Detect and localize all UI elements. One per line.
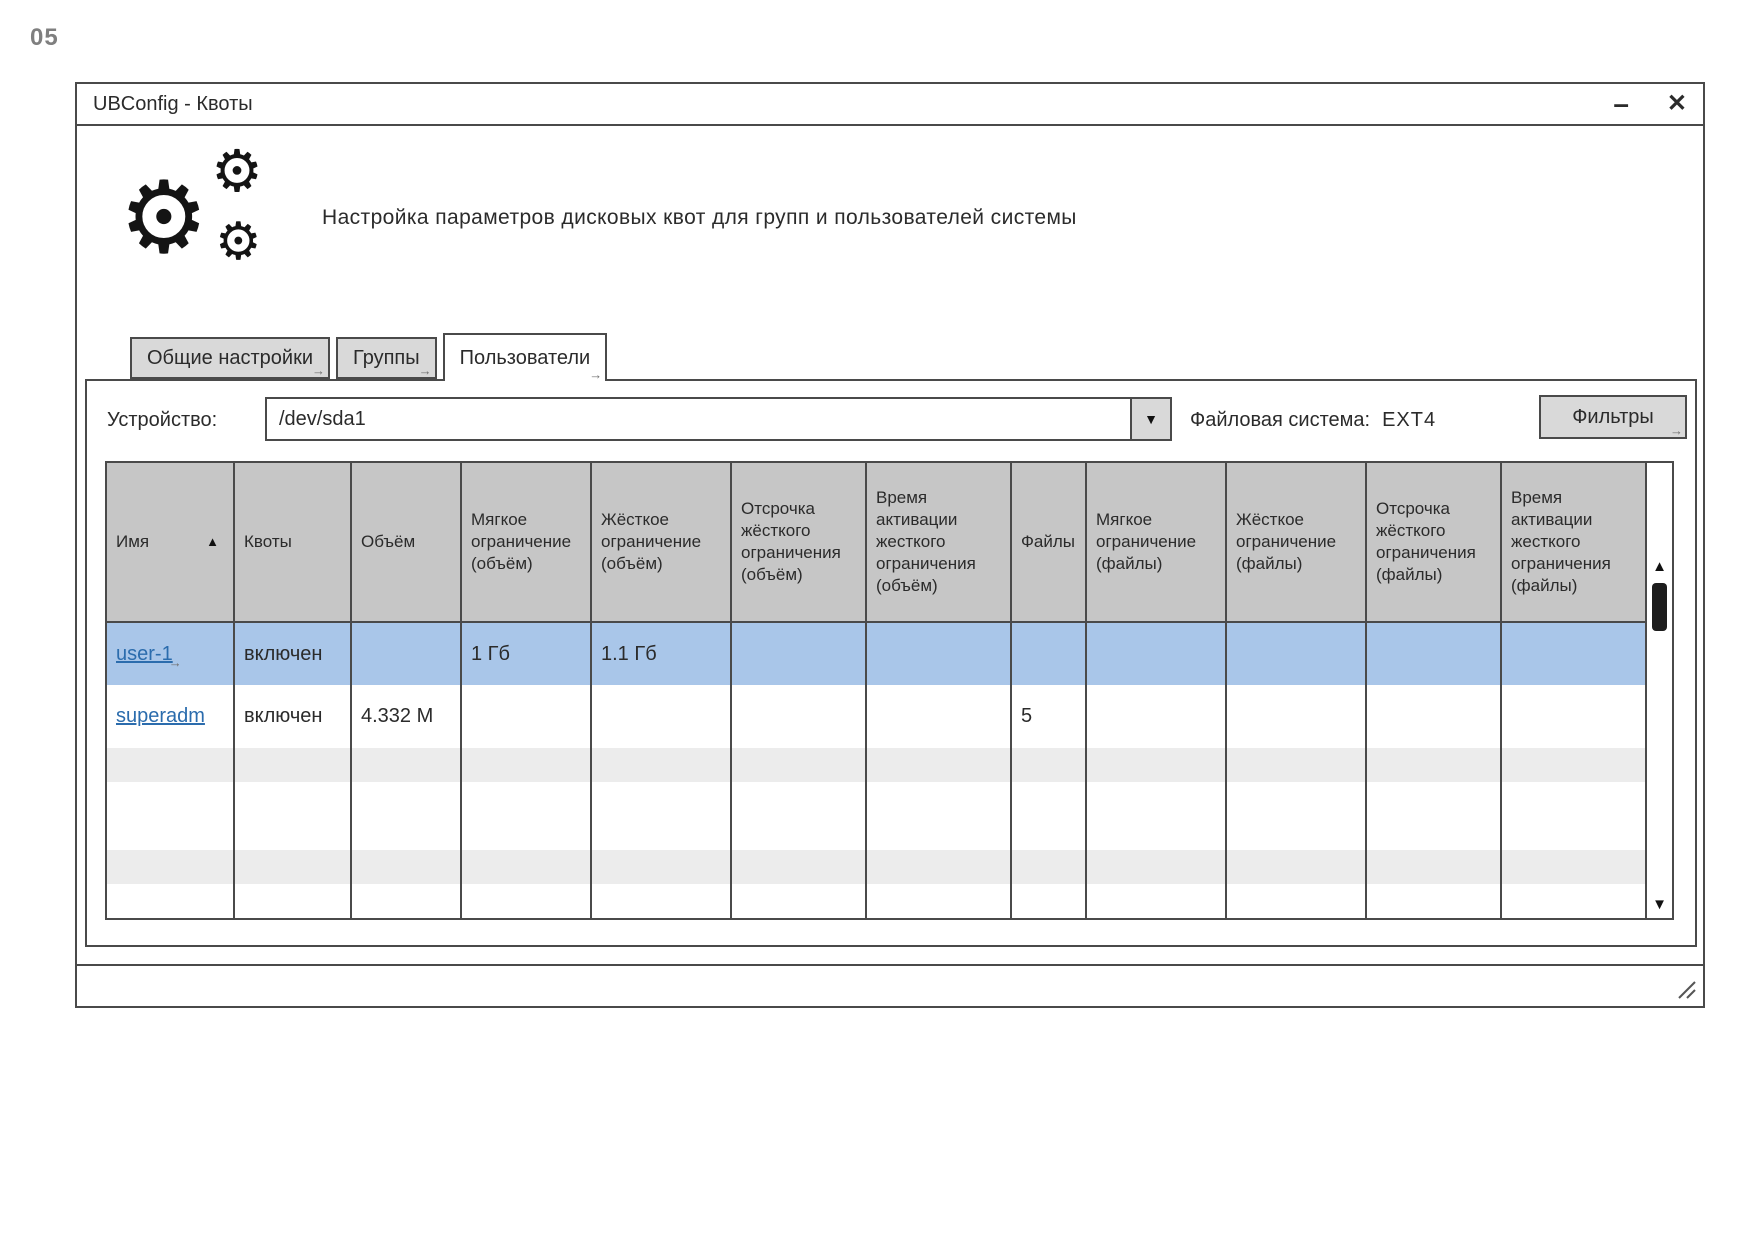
table-cell-activation-files [1502,623,1647,685]
table-row-empty [107,850,1647,884]
table-cell-empty [592,782,732,816]
table-cell-files [1012,623,1087,685]
filesystem-label: Файловая система: [1190,409,1371,431]
table-cell-empty [1502,748,1647,782]
table-cell-empty [1502,782,1647,816]
column-header-quotas[interactable]: Квоты [235,463,352,621]
filters-button[interactable] [1539,395,1687,439]
table-row-empty [107,884,1647,918]
table-row-empty [107,748,1647,782]
table-cell-empty [462,782,592,816]
table-cell-hard-volume [592,685,732,748]
table-cell-empty [1367,748,1502,782]
link-arrow-icon: → [589,367,603,382]
table-cell-files: 5 [1012,685,1087,748]
link-arrow-icon: → [168,654,182,670]
table-cell-activation-volume [867,685,1012,748]
table-cell-empty [462,816,592,850]
table-cell-empty [1502,850,1647,884]
column-header-soft-volume[interactable]: Мягкое ограничение (объём) [462,463,592,621]
table-cell-empty [107,884,235,918]
tab-label: Пользователи [459,346,591,369]
table-cell-empty [592,816,732,850]
window-title: UBConfig - Квоты [93,92,253,115]
table-row-empty [107,782,1647,816]
table-cell-empty [867,782,1012,816]
table-cell-empty [352,884,462,918]
table-cell-empty [1367,816,1502,850]
table-cell-grace-files [1367,685,1502,748]
table-cell-empty [592,884,732,918]
filesystem-value: EXT4 [1382,409,1437,431]
table-cell-activation-files [1502,685,1647,748]
column-header-hard-files[interactable]: Жёсткое ограничение (файлы) [1227,463,1367,621]
user-link[interactable]: superadm [116,705,205,727]
tab-users[interactable] [443,333,608,381]
table-cell-empty [1502,884,1647,918]
table-cell-empty [352,782,462,816]
users-tab-panel [85,379,1697,947]
sort-ascending-icon[interactable]: ▲ [206,533,219,549]
table-cell-empty [1227,884,1367,918]
table-cell-empty [1227,782,1367,816]
table-cell-empty [1087,816,1227,850]
table-header-row [107,463,1647,623]
table-cell-empty [1227,748,1367,782]
table-cell-empty [867,748,1012,782]
link-arrow-icon: → [1670,423,1683,438]
table-cell-quotas: включен [235,623,352,685]
table-cell-grace-volume [732,623,867,685]
column-header-hard-volume[interactable]: Жёсткое ограничение (объём) [592,463,732,621]
table-cell-empty [462,884,592,918]
table-cell-soft-volume [462,685,592,748]
column-header-activation-volume[interactable]: Время активации жесткого ограничения (объём) [867,463,1012,621]
table-cell-empty [1367,884,1502,918]
table-cell-empty [352,850,462,884]
table-cell-empty [352,816,462,850]
title-bar [77,84,1703,126]
table-cell-empty [1012,884,1087,918]
table-cell-empty [1012,782,1087,816]
table-cell-grace-volume [732,685,867,748]
table-cell-empty [235,782,352,816]
link-arrow-icon: → [312,363,325,378]
device-combobox-value[interactable]: /dev/sda1 [279,407,366,430]
window-description: Настройка параметров дисковых квот для групп и пользователей системы [322,206,1077,229]
table-cell-empty [867,850,1012,884]
close-icon[interactable]: ✕ [1666,90,1687,117]
table-cell-empty [107,782,235,816]
table-cell-empty [1367,850,1502,884]
table-cell-empty [732,884,867,918]
table-cell-empty [732,816,867,850]
table-cell-empty [732,782,867,816]
scroll-down-icon[interactable]: ▼ [1652,896,1667,913]
link-arrow-icon: → [418,363,432,378]
table-cell-empty [462,850,592,884]
table-cell-empty [732,850,867,884]
filters-button-label: Фильтры [1572,405,1654,428]
table-cell-empty [107,850,235,884]
table-cell-empty [235,850,352,884]
table-cell-empty [592,748,732,782]
filesystem-info [1190,409,1436,432]
table-cell-empty [1087,884,1227,918]
minimize-icon[interactable]: – [1613,88,1629,119]
column-header-files[interactable]: Файлы [1012,463,1087,621]
device-combobox[interactable] [265,397,1172,441]
table-cell-volume [352,623,462,685]
resize-grip-icon[interactable] [1675,978,1697,1000]
column-header-volume[interactable]: Объём [352,463,462,621]
app-window [75,82,1705,1008]
table-cell-empty [592,850,732,884]
gear-icon: ⚙ [211,137,263,205]
table-cell-empty [1012,816,1087,850]
table-cell-empty [235,884,352,918]
tab-general-settings[interactable] [130,337,330,379]
table-cell-soft-files [1087,623,1227,685]
table-cell-soft-files [1087,685,1227,748]
column-header-soft-files[interactable]: Мягкое ограничение (файлы) [1087,463,1227,621]
tab-label: Общие настройки [147,346,313,369]
table-cell-name [107,623,235,685]
table-cell-empty [1087,748,1227,782]
table-row-empty [107,816,1647,850]
table-cell-empty [107,748,235,782]
gear-icon: ⚙ [119,159,209,276]
column-header-grace-volume[interactable]: Отсрочка жёсткого ограничения (объём) [732,463,867,621]
table-cell-empty [1227,816,1367,850]
table-cell-empty [107,816,235,850]
page-annotation: 05 [30,24,59,51]
vertical-scrollbar[interactable] [1647,463,1672,918]
table-cell-quotas: включен [235,685,352,748]
table-cell-empty [1227,850,1367,884]
table-cell-grace-files [1367,623,1502,685]
table-cell-volume: 4.332 М [352,685,462,748]
table-cell-hard-files [1227,685,1367,748]
table-cell-empty [1012,850,1087,884]
user-link[interactable]: user-1 [116,642,173,665]
table-cell-empty [235,748,352,782]
table-cell-empty [867,884,1012,918]
table-row-superadm[interactable] [107,685,1647,748]
table-cell-empty [732,748,867,782]
table-cell-empty [235,816,352,850]
status-bar [77,964,1703,1006]
device-label: Устройство: [107,409,218,431]
table-cell-hard-files [1227,623,1367,685]
scroll-up-icon[interactable]: ▲ [1652,558,1667,575]
table-cell-empty [1502,816,1647,850]
chevron-down-icon[interactable]: ▼ [1130,399,1170,439]
column-header-grace-files[interactable]: Отсрочка жёсткого ограничения (файлы) [1367,463,1502,621]
column-header-label: Имя [116,531,150,551]
table-cell-empty [1367,782,1502,816]
tab-bar [130,333,613,382]
scrollbar-thumb[interactable] [1652,583,1667,631]
table-row-user-1[interactable] [107,623,1647,685]
quotas-table [105,461,1674,920]
tab-label: Группы [353,346,420,369]
table-cell-hard-volume: 1.1 Гб [592,623,732,685]
table-cell-soft-volume: 1 Гб [462,623,592,685]
table-cell-activation-volume [867,623,1012,685]
table-cell-empty [867,816,1012,850]
gears-icon [119,137,289,300]
tab-groups[interactable] [336,337,437,379]
column-header-name[interactable] [107,463,235,621]
column-header-activation-files[interactable]: Время активации жесткого ограничения (файлы) [1502,463,1647,621]
table-cell-empty [462,748,592,782]
table-cell-empty [1087,850,1227,884]
table-cell-empty [352,748,462,782]
table-cell-name [107,685,235,748]
table-cell-empty [1012,748,1087,782]
gear-icon: ⚙ [215,212,262,272]
quotas-table-grid [107,463,1647,918]
table-cell-empty [1087,782,1227,816]
